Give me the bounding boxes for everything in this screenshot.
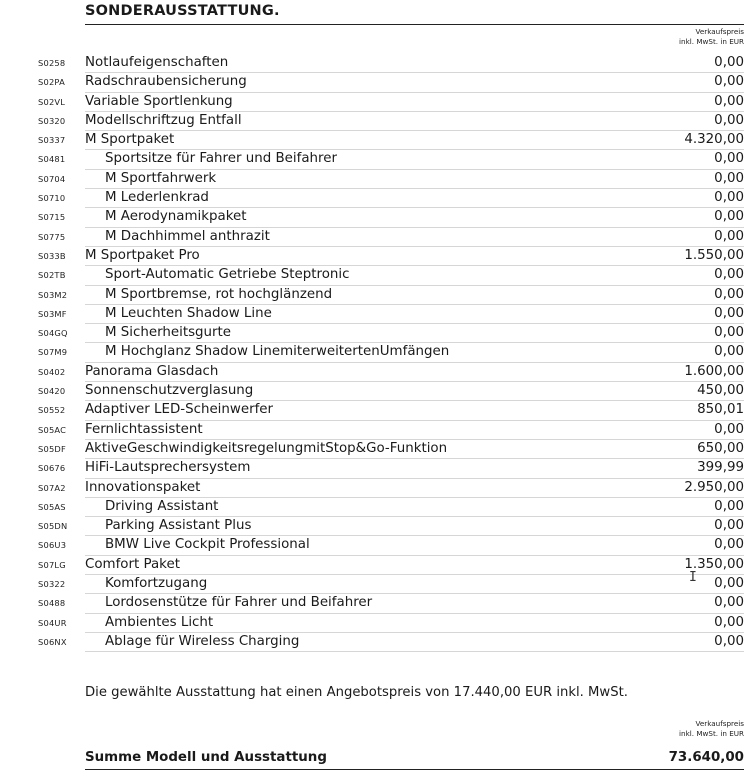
option-code: S0715 [38,212,66,223]
option-label: M Sicherheitsgurte [105,325,232,341]
option-label: Innovationspaket [85,479,201,495]
equipment-subitem-row [0,170,755,189]
option-label: HiFi-Lautsprechersystem [85,460,251,476]
equipment-subitem-row [0,614,755,633]
option-code: S033B [38,250,66,261]
option-code: S0258 [38,58,66,68]
option-code: S0676 [38,463,66,474]
option-label: Modellschriftzug Entfall [85,112,242,128]
option-code: S06U3 [38,540,67,551]
equipment-row [0,440,755,459]
option-label: Panorama Glasdach [85,363,219,379]
option-price: 0,00 [714,344,744,360]
option-label: Variable Sportlenkung [85,93,233,109]
option-price: 399,99 [697,460,744,476]
option-price: 0,00 [714,421,744,437]
equipment-subitem-row [0,343,755,362]
option-price: 0,00 [714,112,744,128]
offer-note: Die gewählte Ausstattung hat einen Angebotspreis von 17.440,00 EUR inkl. MwSt. [85,685,628,700]
equipment-row [0,93,755,112]
equipment-subitem-row [0,266,755,285]
option-price: 0,00 [714,228,744,244]
equipment-subitem-row [0,575,755,594]
option-code: S05DN [38,521,68,532]
option-label: Parking Assistant Plus [105,518,252,534]
option-label: M Sportbremse, rot hochglänzend [105,286,333,302]
option-price: 0,00 [714,286,744,302]
equipment-subitem-row [0,324,755,343]
option-price: 850,01 [697,402,744,418]
summary-label: Summe Modell und Ausstattung [85,750,327,765]
option-code: S04UR [38,617,67,628]
option-price: 0,00 [714,595,744,611]
option-label: Radschraubensicherung [85,74,247,90]
equipment-row [0,556,755,575]
option-price: 650,00 [697,440,744,456]
equipment-row [0,401,755,420]
equipment-subitem-row [0,594,755,613]
equipment-row [0,247,755,266]
equipment-row [0,112,755,131]
option-label: M Aerodynamikpaket [105,209,247,225]
option-code: S05DF [38,443,66,454]
equipment-subitem-row [0,517,755,536]
option-price: 0,00 [714,518,744,534]
option-code: S02TB [38,270,66,281]
option-label: M Sportfahrwerk [105,170,217,186]
option-label: Comfort Paket [85,556,180,572]
equipment-row [0,54,755,73]
option-code: S0420 [38,386,66,397]
option-label: M Sportpaket Pro [85,247,200,263]
option-code: S07M9 [38,347,68,358]
option-price: 1.550,00 [684,247,744,263]
option-code: S0322 [38,579,66,590]
equipment-subitem-row [0,498,755,517]
equipment-subitem-row [0,305,755,324]
option-label: Adaptiver LED-Scheinwerfer [85,402,274,418]
option-code: S0481 [38,154,66,165]
option-code: S06NX [38,636,67,647]
row-divider [85,651,744,652]
option-price: 0,00 [714,305,744,321]
option-label: M Hochglanz Shadow LinemiterweitertenUmfängen [105,344,450,360]
equipment-row [0,73,755,92]
option-code: S02VL [38,96,66,107]
option-label: AktiveGeschwindigkeitsregelungmitStop&Go-Funktion [85,440,448,456]
equipment-subitem-row [0,189,755,208]
equipment-subitem-row [0,536,755,555]
option-price: 450,00 [697,383,744,399]
option-price: 0,00 [714,614,744,630]
summary-value: 73.640,00 [668,750,744,765]
option-code: S0710 [38,193,66,204]
option-price: 0,00 [714,209,744,225]
option-code: S0320 [38,115,66,126]
option-label: M Leuchten Shadow Line [105,305,272,321]
option-price: 0,00 [714,498,744,514]
equipment-row [0,131,755,150]
equipment-subitem-row [0,150,755,169]
option-label: Fernlichtassistent [85,421,203,437]
option-code: S04GQ [38,328,68,339]
option-code: S02PA [38,77,65,88]
option-price: 0,00 [714,55,744,70]
option-code: S0704 [38,173,66,184]
option-price: 0,00 [714,633,744,649]
option-price: 1.600,00 [684,363,744,379]
option-label: M Sportpaket [85,132,175,148]
option-price: 0,00 [714,74,744,90]
equipment-list [0,54,755,652]
option-code: S07LG [38,559,66,570]
option-price: 0,00 [714,267,744,283]
option-price: 0,00 [714,190,744,206]
option-label: Notlaufeigenschaften [85,55,229,70]
price-header-line1: Verkaufspreis [695,27,744,36]
option-label: M Lederlenkrad [105,190,209,206]
option-price: 2.950,00 [684,479,744,495]
option-label: Sport-Automatic Getriebe Steptronic [105,267,350,283]
price-header-line2: inkl. MwSt. in EUR [679,36,744,46]
option-label: Sonnenschutzverglasung [85,383,254,399]
option-code: S0775 [38,231,66,242]
equipment-row [0,459,755,478]
option-label: Lordosenstütze für Fahrer und Beifahrer [105,595,373,611]
option-code: S0402 [38,366,66,377]
section-title: SONDERAUSSTATTUNG. [85,3,280,19]
option-code: S0488 [38,598,66,609]
option-price: 0,00 [714,576,744,592]
equipment-subitem-row [0,228,755,247]
option-label: Ambientes Licht [105,614,214,630]
option-code: S0552 [38,405,66,416]
option-code: S03M2 [38,289,68,300]
option-price: 0,00 [714,537,744,553]
equipment-subitem-row [0,286,755,305]
option-label: Ablage für Wireless Charging [105,633,300,649]
option-code: S05AC [38,424,67,435]
equipment-subitem-row [0,208,755,227]
summary-price-header [679,719,744,738]
option-label: Sportsitze für Fahrer und Beifahrer [105,151,337,167]
option-code: S07A2 [38,482,66,493]
option-label: Driving Assistant [105,498,219,514]
option-price: 0,00 [714,170,744,186]
equipment-row [0,479,755,498]
equipment-row [0,382,755,401]
option-price: 4.320,00 [684,132,744,148]
option-price: 0,00 [714,151,744,167]
option-code: S05AS [38,501,66,512]
option-label: M Dachhimmel anthrazit [105,228,270,244]
option-label: Komfortzugang [105,576,208,592]
equipment-row [0,421,755,440]
option-price: 0,00 [714,93,744,109]
title-divider [85,24,744,25]
option-price: 1.350,00 [684,556,744,572]
text-cursor-icon: I [689,570,697,585]
option-price: 0,00 [714,325,744,341]
price-column-header [679,27,744,46]
option-code: S0337 [38,135,66,146]
summary-divider [85,769,744,770]
option-code: S03MF [38,308,67,319]
equipment-row [0,363,755,382]
summary-price-header-line1: Verkaufspreis [695,719,744,728]
option-label: BMW Live Cockpit Professional [105,537,310,553]
summary-price-header-line2: inkl. MwSt. in EUR [679,728,744,738]
equipment-subitem-row [0,633,755,652]
